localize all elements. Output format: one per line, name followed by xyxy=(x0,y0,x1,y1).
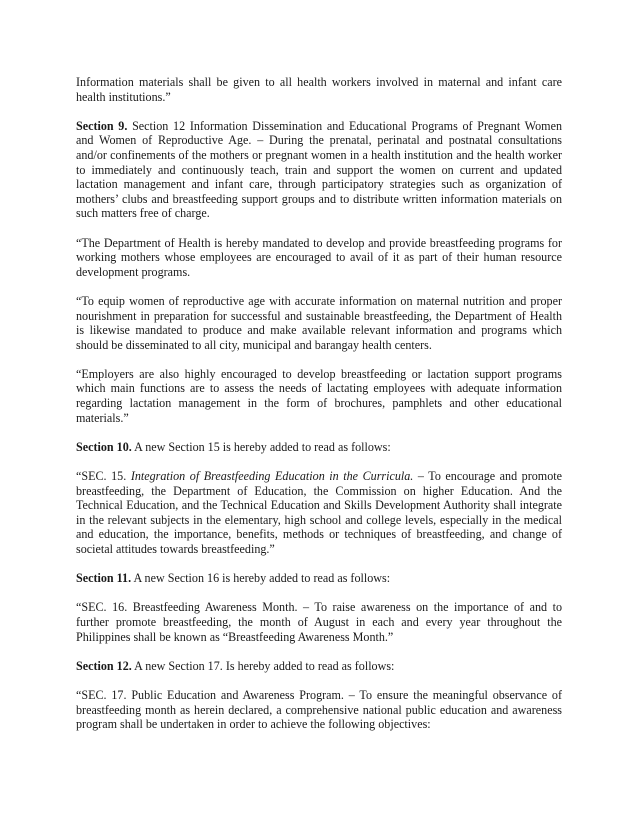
paragraph-doh-mandate xyxy=(76,236,562,280)
paragraph-text: Section 12 Information Dissemination and Educational Programs of Pregnant Women and Women of Reproductive Age. – During the prenatal, perinatal and postnatal consultations and/or confinements of the mothers or pregnant women in a health institution and the health worker to immediately and continuously teach, train and support the women on current and updated lactation management and infant care, through participatory strategies such as organization of mothers’ clubs and breastfeeding support groups and to distribute written information materials on such matters free of charge. xyxy=(76,118,562,221)
paragraph-section-10 xyxy=(76,440,562,455)
paragraph-equip-women xyxy=(76,294,562,352)
paragraph-text: Information materials shall be given to all health workers involved in maternal and infant care health institutions.” xyxy=(76,75,562,104)
paragraph-text: “SEC. 16. Breastfeeding Awareness Month. – To raise awareness on the importance of and to further promote breastfeeding, the month of August in each and every year throughout the Philippines shall be known as “Breastfeeding Awareness Month.” xyxy=(76,600,562,644)
paragraph-text: “To equip women of reproductive age with accurate information on maternal nutrition and proper nourishment in preparation for successful and sustainable breastfeeding, the Department of Health is likewise mandated to produce and make available relevant information and programs which should be disseminated to all city, municipal and barangay health centers. xyxy=(76,293,562,352)
paragraph-section-11 xyxy=(76,571,562,586)
paragraph-text: A new Section 17. Is hereby added to read as follows: xyxy=(131,658,395,673)
sec-15-title: Integration of Breastfeeding Education in the Curricula. xyxy=(130,469,414,484)
document-body xyxy=(76,75,562,746)
paragraph-section-12 xyxy=(76,659,562,674)
paragraph-sec-16 xyxy=(76,600,562,644)
paragraph-sec-17 xyxy=(76,688,562,732)
section-11-heading: Section 11. xyxy=(76,571,132,586)
paragraph-text: A new Section 16 is hereby added to read as follows: xyxy=(131,571,391,586)
sec-15-lead: “SEC. 15. xyxy=(76,469,131,484)
section-9-heading: Section 9. xyxy=(76,118,128,133)
paragraph-employers xyxy=(76,367,562,425)
paragraph-text: “SEC. 17. Public Education and Awareness Program. – To ensure the meaningful observance of breastfeeding month as herein declared, a comprehensive national public education and awareness program shall be undertaken in order to achieve the following objectives: xyxy=(76,687,562,732)
paragraph-info-materials xyxy=(76,75,562,104)
paragraph-text: A new Section 15 is hereby added to read as follows: xyxy=(131,439,391,454)
paragraph-sec-15 xyxy=(76,469,562,557)
section-12-heading: Section 12. xyxy=(76,658,132,673)
paragraph-text: “The Department of Health is hereby mandated to develop and provide breastfeeding programs for working mothers whose employees are encouraged to avail of it as part of their human resource development programs. xyxy=(76,235,562,279)
section-10-heading: Section 10. xyxy=(76,439,132,454)
paragraph-text: – To encourage and promote breastfeeding, the Department of Education, the Commission on higher Education. And the Technical Education, and the Technical Education and Skills Development Authority shall integrate in the relevant subjects in the elementary, high school and college levels, especially in the medical and education, the importance, benefits, methods or techniques of breastfeeding, and change of societal attitudes towards breastfeeding.” xyxy=(76,469,562,556)
paragraph-section-9 xyxy=(76,119,562,221)
paragraph-text: “Employers are also highly encouraged to develop breastfeeding or lactation support programs which main functions are to assess the needs of lactating employees with adequate information regarding lactation management in the form of brochures, pamphlets and other educational materials.” xyxy=(76,366,562,425)
